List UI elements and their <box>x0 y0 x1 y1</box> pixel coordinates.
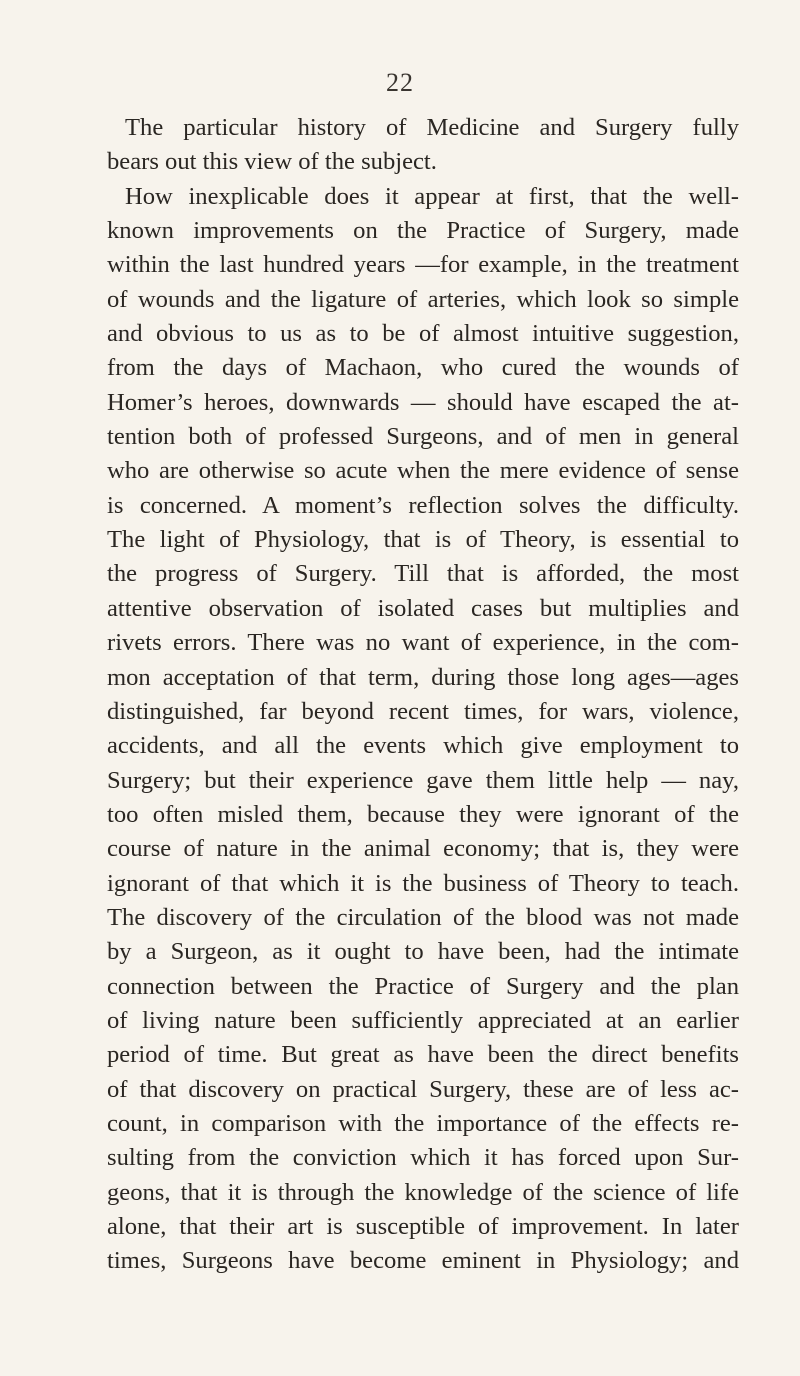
text-line: is concerned. A moment’s reflection solves the difficulty. <box>107 491 739 519</box>
text-line: times, Surgeons have become eminent in Physiology; and <box>107 1247 739 1275</box>
text-line: known improvements on the Practice of Surgery, made <box>107 217 739 245</box>
text-line: who are otherwise so acute when the mere evidence of sense <box>107 457 739 485</box>
text-line: The particular history of Medicine and Surgery fully <box>125 114 739 141</box>
text-line: alone, that their art is susceptible of improvement. In later <box>107 1213 739 1240</box>
text-line: The light of Physiology, that is of Theory, is essential to <box>107 526 739 554</box>
text-line: of living nature been sufficiently appreciated at an earlier <box>107 1006 739 1034</box>
text-line: Surgery; but their experience gave them little help — nay, <box>107 766 739 794</box>
text-line: count, in comparison with the importance of the effects re- <box>107 1109 739 1137</box>
text-line: mon acceptation of that term, during those long ages—ages <box>107 663 739 691</box>
text-line: tention both of professed Surgeons, and of men in general <box>107 423 739 451</box>
text-line: period of time. But great as have been the direct benefits <box>107 1041 739 1069</box>
page-number: 22 <box>386 68 414 97</box>
text-line: course of nature in the animal economy; that is, they were <box>107 835 739 863</box>
text-line: geons, that it is through the knowledge of the science of life <box>107 1178 739 1206</box>
text-line: by a Surgeon, as it ought to have been, had the intimate <box>107 938 739 966</box>
text-line: from the days of Machaon, who cured the wounds of <box>107 354 739 382</box>
text-line: Homer’s heroes, downwards — should have escaped the at- <box>107 388 739 416</box>
text-line: of wounds and the ligature of arteries, which look so simple <box>107 285 739 313</box>
text-line: sulting from the conviction which it has forced upon Sur- <box>107 1144 739 1172</box>
text-line: ignorant of that which it is the business of Theory to teach. <box>107 869 739 897</box>
text-line: rivets errors. There was no want of experience, in the com- <box>107 629 739 657</box>
text-line: accidents, and all the events which give employment to <box>107 732 739 760</box>
text-line: the progress of Surgery. Till that is afforded, the most <box>107 560 739 588</box>
text-line: How inexplicable does it appear at first, that the well- <box>125 182 739 210</box>
text-line: within the last hundred years —for example, in the treatment <box>107 251 739 279</box>
text-line: distinguished, far beyond recent times, for wars, violence, <box>107 697 739 725</box>
body-text <box>107 111 739 1279</box>
text-line: attentive observation of isolated cases but multiplies and <box>107 594 739 622</box>
text-line: of that discovery on practical Surgery, these are of less ac- <box>107 1075 739 1103</box>
text-line: The discovery of the circulation of the blood was not made <box>107 903 739 931</box>
text-line: too often misled them, because they were ignorant of the <box>107 800 739 828</box>
text-line: and obvious to us as to be of almost intuitive suggestion, <box>107 320 739 348</box>
text-line: bears out this view of the subject. <box>107 148 437 176</box>
text-line: connection between the Practice of Surgery and the plan <box>107 972 739 1000</box>
